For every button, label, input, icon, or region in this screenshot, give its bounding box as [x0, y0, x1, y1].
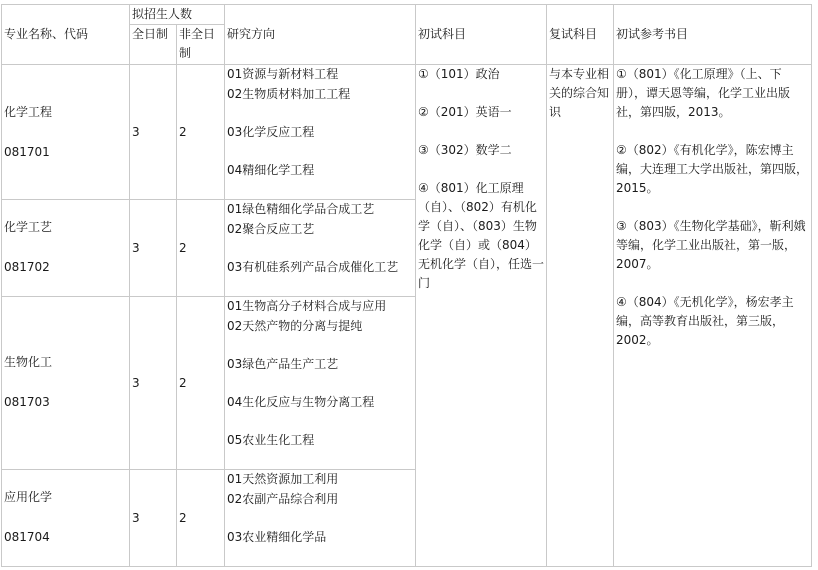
book-item: ②（802）《有机化学》，陈宏博主编，大连理工大学出版社，第四版，2015。: [616, 143, 809, 195]
direction-item: 03农业精细化学品: [227, 530, 327, 544]
major-code: 081703: [4, 395, 50, 409]
fulltime-count: 3: [130, 470, 177, 567]
direction-item: 02聚合反应工艺: [227, 222, 315, 236]
header-direction: 研究方向: [225, 5, 416, 65]
initial-subject-item: ①（101）政治: [418, 67, 500, 81]
header-parttime: 非全日制: [177, 25, 225, 65]
books-cell: [614, 65, 812, 567]
retest-subject-text: 与本专业相关的综合知识: [549, 67, 610, 119]
direction-list: [225, 200, 416, 297]
parttime-count: 2: [177, 65, 225, 200]
direction-item: 01资源与新材料工程: [227, 67, 339, 81]
direction-list: [225, 470, 416, 567]
header-retest-subjects: 复试科目: [547, 5, 614, 65]
major-cell: [2, 200, 130, 297]
fulltime-count: 3: [130, 200, 177, 297]
book-item: ③（803）《生物化学基础》，靳利娥等编，化学工业出版社，第一版，2007。: [616, 219, 806, 271]
initial-subject-item: ③（302）数学二: [418, 143, 512, 157]
direction-list: [225, 297, 416, 470]
header-initial-subjects: 初试科目: [416, 5, 547, 65]
major-code: 081702: [4, 260, 50, 274]
direction-item: 03有机硅系列产品合成催化工艺: [227, 260, 399, 274]
major-name: 应用化学: [4, 490, 53, 504]
header-fulltime: 全日制: [130, 25, 177, 65]
header-major: 专业名称、代码: [2, 5, 130, 65]
major-cell: [2, 65, 130, 200]
initial-subject-item: ④（801）化工原理（自）、（802）有机化学（自）、（803）生物化学（自）或（804）无机化学（自），任选一门: [418, 181, 545, 290]
direction-item: 05农业生化工程: [227, 433, 315, 447]
direction-item: 04精细化学工程: [227, 163, 315, 177]
direction-list: [225, 65, 416, 200]
retest-subjects-cell: [547, 65, 614, 567]
initial-subjects-cell: [416, 65, 547, 567]
direction-item: 02农副产品综合利用: [227, 492, 339, 506]
major-cell: [2, 470, 130, 567]
parttime-count: 2: [177, 200, 225, 297]
book-item: ④（804）《无机化学》，杨宏孝主编，高等教育出版社，第三版，2002。: [616, 295, 794, 347]
direction-item: 01绿色精细化学品合成工艺: [227, 202, 375, 216]
initial-subject-item: ②（201）英语一: [418, 105, 512, 119]
direction-item: 02生物质材料加工工程: [227, 87, 351, 101]
major-cell: [2, 297, 130, 470]
major-code: 081701: [4, 145, 50, 159]
direction-item: 04生化反应与生物分离工程: [227, 395, 375, 409]
major-code: 081704: [4, 530, 50, 544]
direction-item: 03绿色产品生产工艺: [227, 357, 339, 371]
header-quota: 拟招生人数: [130, 5, 225, 25]
header-books: 初试参考书目: [614, 5, 812, 65]
book-item: ①（801）《化工原理》（上、下册），谭天恩等编，化学工业出版社，第四版，2013。: [616, 67, 791, 119]
fulltime-count: 3: [130, 297, 177, 470]
major-name: 生物化工: [4, 355, 53, 369]
fulltime-count: 3: [130, 65, 177, 200]
direction-item: 02天然产物的分离与提纯: [227, 319, 363, 333]
parttime-count: 2: [177, 470, 225, 567]
admissions-table: [1, 4, 812, 567]
parttime-count: 2: [177, 297, 225, 470]
direction-item: 01生物高分子材料合成与应用: [227, 299, 387, 313]
direction-item: 01天然资源加工利用: [227, 472, 339, 486]
direction-item: 03化学反应工程: [227, 125, 315, 139]
major-name: 化学工程: [4, 105, 53, 119]
major-name: 化学工艺: [4, 220, 53, 234]
